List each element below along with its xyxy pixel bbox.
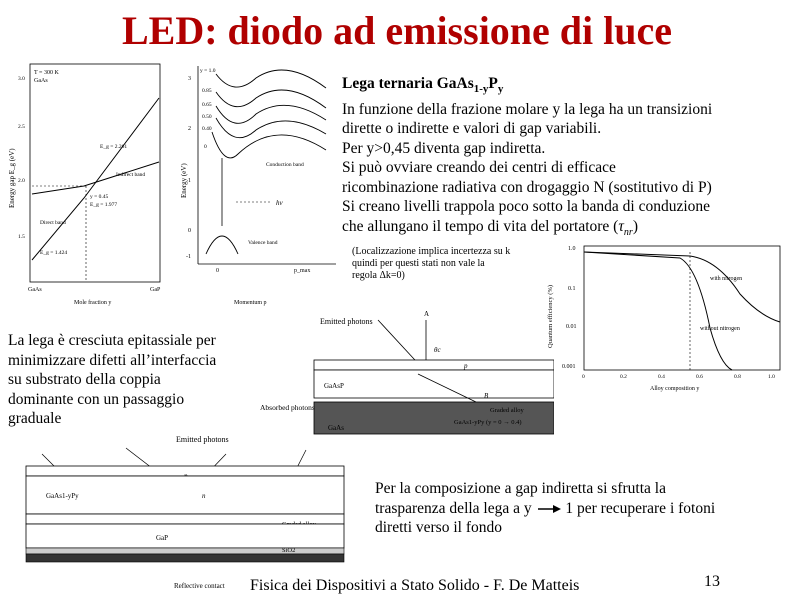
fig-gap-ann-indirect: Indirect band — [116, 172, 146, 178]
band-structure-figure — [176, 58, 342, 310]
fig-gap-ytick-3: 2.0 — [18, 178, 25, 184]
fig-top-theta: θc — [434, 346, 441, 354]
fig-bot-gaasp: GaAs1-yPy — [46, 492, 79, 500]
fig-top-formula: GaAs1-yPy (y = 0 → 0.4) — [454, 419, 522, 426]
bottom-line-1: Per la composizione a gap indiretta si sfrutta la — [375, 480, 666, 497]
right-arrow-icon — [536, 504, 562, 514]
page-number: 13 — [704, 573, 720, 590]
fig-band-label-3: 0.65 — [202, 102, 212, 108]
fig-band-label-6: 0 — [204, 144, 207, 150]
fig-gap-ytick-4: 1.5 — [18, 234, 25, 240]
fig-band-hv: hν — [276, 199, 283, 207]
fig-band-conduction-3 — [216, 105, 326, 123]
energy-gap-figure — [4, 58, 174, 310]
fig-band-ytick-3: 1 — [188, 178, 191, 184]
fig-bot-n: n — [202, 492, 206, 500]
fig-bot-sio2-layer — [26, 548, 344, 554]
tau-symbol: τ — [618, 217, 624, 235]
fig-gap-temp: T = 300 K — [34, 70, 59, 76]
bottom-line-2 — [375, 499, 785, 519]
fig-band-conduction-5 — [212, 132, 326, 158]
fig-top-gaasp-layer — [314, 370, 554, 398]
left-line-3: su substrato della coppia — [8, 371, 161, 388]
fig-top-gaasp: GaAsP — [324, 382, 344, 390]
fig-band-zero: 0 — [216, 268, 219, 274]
text-line-5: ricombinazione radiativa con drogaggio N (sostitutivo di P) — [342, 178, 712, 196]
heading-sub2: y — [497, 83, 504, 96]
fig-band-ylabel: Energy (eV) — [180, 163, 188, 198]
heading-text: Lega ternaria GaAs — [342, 75, 474, 92]
fig-top-absorbed: Absorbed photons — [260, 403, 315, 412]
fig-band-valence — [206, 236, 238, 254]
fig-bot-gap: GaP — [156, 534, 169, 542]
fig-band-xlabel: Momentum p — [234, 300, 267, 306]
footer: Fisica dei Dispositivi a Stato Solido - F. De Matteis — [250, 577, 580, 594]
fig-eff-xtick-6: 1.0 — [768, 374, 775, 380]
note-line-2: quindi per questi stati non vale la — [352, 258, 485, 269]
fig-gap-alloy: GaAs — [34, 78, 48, 84]
fig-band-label-4: 0.50 — [202, 114, 212, 120]
note-line-3: regola Δk=0) — [352, 270, 405, 281]
fig-gap-direct-line — [32, 98, 159, 260]
fig-band-label-2: 0.85 — [202, 88, 212, 94]
fig-band-label-1: y = 1.0 — [200, 68, 216, 74]
text-line-4: Si può ovviare creando dei centri di efficace — [342, 159, 616, 177]
fig-eff-xtick-4: 0.6 — [696, 374, 703, 380]
left-line-2: minimizzare difetti all’interfaccia — [8, 351, 217, 369]
fig-eff-xtick-2: 0.2 — [620, 374, 627, 380]
fig-gap-ann-direct: Direct band — [40, 220, 66, 226]
right-text-block — [342, 74, 782, 242]
fig-eff-xlabel: Alloy composition y — [650, 386, 700, 392]
fig-top-b: B — [484, 392, 489, 400]
fig-top-p: p — [464, 362, 468, 370]
heading-alloy — [342, 74, 782, 100]
led-structure-bottom-figure — [6, 428, 370, 590]
fig-gap-ann-ex: E_g = 2.261 — [100, 144, 128, 150]
fig-eff-xtick-5: 0.8 — [734, 374, 741, 380]
left-text-block — [8, 331, 258, 429]
fig-top-gaas: GaAs — [328, 424, 344, 432]
fig-top-a: A — [424, 310, 430, 318]
fig-band-conduction-4 — [216, 118, 326, 138]
fig-gap-ann-y: y = 0.45 — [90, 194, 109, 200]
fig-top-graded: Graded alloy — [490, 407, 524, 414]
fig-band-ytick-4: 0 — [188, 228, 191, 234]
fig-gap-x-right: GaP — [150, 287, 161, 293]
left-line-4: dominante con un passaggio — [8, 390, 185, 408]
fig-gap-x-left: GaAs — [28, 287, 42, 293]
fig-gap-ann-eg0: E_g = 1.424 — [40, 250, 68, 256]
heading-p: P — [488, 75, 498, 92]
fig-eff-xtick-3: 0.4 — [658, 374, 665, 380]
fig-band-conduction-1 — [216, 70, 326, 88]
tau-sub: nr — [623, 226, 633, 238]
fig-bot-contact-layer — [26, 554, 344, 562]
fig-band-conduction-2 — [216, 90, 326, 108]
fig-band-ytick-2: 2 — [188, 126, 191, 132]
led-structure-top-figure — [258, 306, 554, 436]
bottom-line-2a: trasparenza della lega a y — [375, 499, 532, 517]
fig-gap-ann-eg: E_g = 1.977 — [90, 202, 118, 208]
text-line-7a: che allungano il tempo di vita del portatore ( — [342, 217, 619, 235]
fig-eff-xtick-1: 0 — [582, 374, 585, 380]
fig-eff-with-n-label: with nitrogen — [710, 276, 743, 282]
quantum-efficiency-figure — [540, 238, 794, 396]
bottom-text-block — [375, 479, 785, 538]
note-block — [352, 246, 542, 282]
text-line-6: Si creano livelli trappola poco sotto la banda di conduzione — [342, 198, 711, 216]
fig-bot-sio2: SiO2 — [282, 547, 296, 554]
fig-band-valence-label: Valence band — [248, 240, 278, 246]
fig-eff-ylabel: Quantum efficiency (%) — [547, 284, 554, 348]
fig-eff-ytick-3: 0.01 — [566, 324, 577, 330]
fig-bot-emitted: Emitted photons — [176, 435, 229, 444]
fig-gap-ytick-1: 3.0 — [18, 76, 25, 82]
fig-eff-ytick-4: 0.001 — [562, 364, 576, 370]
fig-bot-gap-layer — [26, 524, 344, 548]
left-line-1: La lega è cresciuta epitassiale per — [8, 332, 216, 349]
fig-eff-frame — [584, 246, 780, 370]
left-line-5: graduale — [8, 410, 62, 427]
note-line-1: (Localizzazione implica incertezza su k — [352, 246, 511, 257]
fig-gap-indirect-line — [32, 162, 159, 194]
fig-eff-without-n-label: without nitrogen — [700, 326, 740, 332]
fig-top-emitted: Emitted photons — [320, 317, 373, 326]
bottom-line-3: diretti verso il fondo — [375, 519, 502, 536]
fig-eff-with-n — [584, 252, 780, 322]
slide-title: LED: diodo ad emissione di luce — [121, 8, 673, 53]
fig-band-label-5: 0.40 — [202, 126, 212, 132]
fig-band-pmax: p_max — [294, 268, 311, 274]
fig-bot-reflective: Reflective contact — [174, 582, 225, 590]
text-line-1: In funzione della frazione molare y la lega ha un transizioni — [342, 100, 713, 118]
heading-sub: 1-y — [473, 83, 489, 96]
fig-gap-ylabel: Energy gap E_g (eV) — [8, 148, 16, 208]
text-line-3: Per y>0,45 diventa gap indiretta. — [342, 139, 546, 157]
fig-band-ytick-1: 3 — [188, 76, 191, 82]
fig-gap-ytick-2: 2.5 — [18, 124, 25, 130]
fig-gap-xlabel: Mole fraction y — [74, 300, 112, 306]
fig-eff-without-n — [584, 252, 732, 370]
fig-band-conduction-label: Conduction band — [266, 162, 304, 168]
text-line-7b: ) — [632, 217, 638, 235]
text-line-2: dirette o indirette e valori di gap variabili. — [342, 120, 602, 138]
fig-eff-ytick-2: 0.1 — [568, 286, 576, 292]
fig-eff-ytick-1: 1.0 — [568, 246, 576, 252]
fig-band-ytick-5: -1 — [186, 254, 191, 260]
bottom-line-2b: 1 per recuperare i fotoni — [565, 499, 716, 517]
